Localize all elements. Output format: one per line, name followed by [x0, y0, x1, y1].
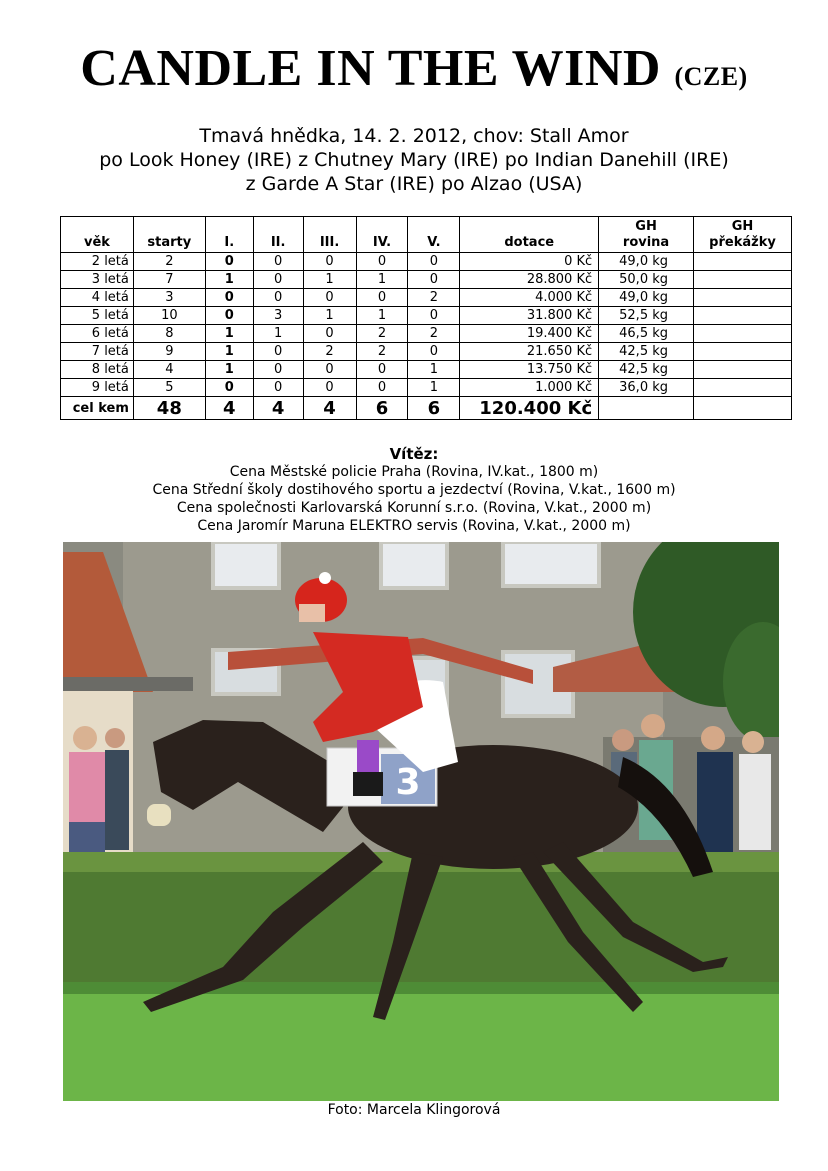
- cell-p3: 0: [303, 379, 356, 397]
- race-photo-illustration: [63, 542, 779, 1101]
- table-row: [61, 307, 792, 325]
- cell-p1: 0: [205, 289, 253, 307]
- building-window: [381, 542, 447, 588]
- cell-p3: 0: [303, 253, 356, 271]
- cell-p5: 2: [408, 325, 460, 343]
- cell-p4: 2: [356, 343, 408, 361]
- cell-starts: 2: [133, 253, 205, 271]
- table-row: [61, 271, 792, 289]
- cell-starts: 9: [133, 343, 205, 361]
- cell-p2: 0: [253, 271, 303, 289]
- cell-gh-flat: 42,5 kg: [599, 343, 694, 361]
- cell-gh-jump: [694, 397, 792, 420]
- cell-p5: 0: [408, 253, 460, 271]
- table-row: [61, 379, 792, 397]
- cell-prize: 4.000 Kč: [460, 289, 599, 307]
- cell-prize: 13.750 Kč: [460, 361, 599, 379]
- cell-gh-jump: [694, 379, 792, 397]
- cell-prize: 120.400 Kč: [460, 397, 599, 420]
- winner-race-3: Cena společnosti Karlovarská Korunní s.r.o. (Rovina, V.kat., 2000 m): [176, 500, 652, 516]
- winner-race-2: Cena Střední školy dostihového sportu a jezdectví (Rovina, V.kat., 1600 m): [152, 482, 676, 498]
- cell-age: 9 letá: [61, 379, 134, 397]
- cell-p2: 4: [253, 397, 303, 420]
- table-row: [61, 289, 792, 307]
- horse-country: (CZE): [674, 62, 748, 91]
- pedigree-line-3: z Garde A Star (IRE) po Alzao (USA): [245, 173, 583, 195]
- gh-flat-bottom: rovina: [622, 235, 670, 250]
- cell-age: 8 letá: [61, 361, 134, 379]
- cell-p4: 1: [356, 307, 408, 325]
- cell-p2: 1: [253, 325, 303, 343]
- cell-gh-jump: [694, 271, 792, 289]
- cell-p4: 0: [356, 379, 408, 397]
- pedigree-block: [0, 124, 828, 196]
- cell-prize: 19.400 Kč: [460, 325, 599, 343]
- cell-gh-jump: [694, 253, 792, 271]
- cell-p3: 0: [303, 361, 356, 379]
- gh-jump-bottom: překážky: [709, 235, 776, 250]
- cell-p1: 1: [205, 271, 253, 289]
- cell-starts: 3: [133, 289, 205, 307]
- cell-gh-jump: [694, 307, 792, 325]
- cell-p1: 1: [205, 361, 253, 379]
- cell-gh-flat: 50,0 kg: [599, 271, 694, 289]
- cell-p3: 1: [303, 307, 356, 325]
- cell-p5: 0: [408, 271, 460, 289]
- cell-age: 2 letá: [61, 253, 134, 271]
- col-header-age: věk: [61, 217, 134, 253]
- race-photo: [63, 542, 779, 1101]
- winner-race-1: Cena Městské policie Praha (Rovina, IV.kat., 1800 m): [229, 464, 599, 480]
- cell-p2: 3: [253, 307, 303, 325]
- cell-p4: 0: [356, 253, 408, 271]
- cell-gh-jump: [694, 361, 792, 379]
- cell-starts: 5: [133, 379, 205, 397]
- col-header-fourth: IV.: [356, 217, 408, 253]
- cell-p4: 6: [356, 397, 408, 420]
- horse-name-heading: [0, 38, 828, 108]
- winner-block: [0, 445, 828, 535]
- table-row: [61, 361, 792, 379]
- house-eave: [63, 677, 193, 691]
- cell-gh-flat: 36,0 kg: [599, 379, 694, 397]
- col-header-gh-jump: [694, 217, 792, 253]
- cell-prize: 1.000 Kč: [460, 379, 599, 397]
- cell-p3: 0: [303, 325, 356, 343]
- gh-flat-top: GH: [635, 219, 657, 234]
- cell-starts: 7: [133, 271, 205, 289]
- saddle-number: 3: [395, 762, 421, 803]
- col-header-prize: dotace: [460, 217, 599, 253]
- col-header-third: III.: [303, 217, 356, 253]
- cell-starts: 4: [133, 361, 205, 379]
- cell-p2: 0: [253, 253, 303, 271]
- cell-age: 4 letá: [61, 289, 134, 307]
- table-header-row: [61, 217, 792, 253]
- building-window: [503, 542, 599, 586]
- cell-p4: 2: [356, 325, 408, 343]
- cell-p2: 0: [253, 379, 303, 397]
- cell-p4: 0: [356, 289, 408, 307]
- cell-p5: 0: [408, 343, 460, 361]
- cell-p4: 0: [356, 361, 408, 379]
- cell-p5: 1: [408, 379, 460, 397]
- cell-p2: 0: [253, 289, 303, 307]
- winner-label: Vítěz:: [389, 445, 439, 463]
- cell-p5: 6: [408, 397, 460, 420]
- col-header-gh-flat: [599, 217, 694, 253]
- cell-p5: 1: [408, 361, 460, 379]
- cell-prize: 0 Kč: [460, 253, 599, 271]
- cell-age: 7 letá: [61, 343, 134, 361]
- col-header-first: I.: [205, 217, 253, 253]
- cell-p2: 0: [253, 361, 303, 379]
- table-row: [61, 253, 792, 271]
- cell-prize: 31.800 Kč: [460, 307, 599, 325]
- cell-p1: 0: [205, 379, 253, 397]
- cell-p1: 0: [205, 307, 253, 325]
- race-record-table: [60, 216, 792, 420]
- cell-gh-flat: 52,5 kg: [599, 307, 694, 325]
- photo-credit: Foto: Marcela Klingorová: [327, 1102, 501, 1118]
- cell-p3: 1: [303, 271, 356, 289]
- cell-p1: 1: [205, 325, 253, 343]
- pedigree-line-1: Tmavá hnědka, 14. 2. 2012, chov: Stall Amor: [199, 125, 629, 147]
- cell-starts: 8: [133, 325, 205, 343]
- cell-p1: 0: [205, 253, 253, 271]
- cell-p5: 0: [408, 307, 460, 325]
- cell-age: 6 letá: [61, 325, 134, 343]
- cell-gh-flat: 46,5 kg: [599, 325, 694, 343]
- table-row: [61, 325, 792, 343]
- col-header-second: II.: [253, 217, 303, 253]
- cell-gh-flat: 49,0 kg: [599, 253, 694, 271]
- gh-jump-top: GH: [731, 219, 754, 234]
- cell-gh-jump: [694, 289, 792, 307]
- col-header-fifth: V.: [408, 217, 460, 253]
- cell-gh-jump: [694, 325, 792, 343]
- cell-age: 3 letá: [61, 271, 134, 289]
- cell-gh-flat: 42,5 kg: [599, 361, 694, 379]
- building-window: [213, 542, 279, 588]
- cell-p4: 1: [356, 271, 408, 289]
- pedigree-line-2: po Look Honey (IRE) z Chutney Mary (IRE) po Indian Danehill (IRE): [99, 149, 729, 171]
- cell-p3: 2: [303, 343, 356, 361]
- cell-age: 5 letá: [61, 307, 134, 325]
- table-body: [61, 253, 792, 420]
- cell-p1: 4: [205, 397, 253, 420]
- cell-p3: 0: [303, 289, 356, 307]
- cell-prize: 21.650 Kč: [460, 343, 599, 361]
- cell-age: cel kem: [61, 397, 134, 420]
- cell-p5: 2: [408, 289, 460, 307]
- cell-gh-jump: [694, 343, 792, 361]
- cell-p2: 0: [253, 343, 303, 361]
- table-row: [61, 343, 792, 361]
- horse-name: CANDLE IN THE WIND: [80, 40, 661, 97]
- cell-p3: 4: [303, 397, 356, 420]
- winner-race-4: Cena Jaromír Maruna ELEKTRO servis (Rovina, V.kat., 2000 m): [197, 518, 631, 534]
- col-header-starts: starty: [133, 217, 205, 253]
- cell-starts: 10: [133, 307, 205, 325]
- cell-gh-flat: 49,0 kg: [599, 289, 694, 307]
- cell-starts: 48: [133, 397, 205, 420]
- table-total-row: [61, 397, 792, 420]
- cell-prize: 28.800 Kč: [460, 271, 599, 289]
- cell-p1: 1: [205, 343, 253, 361]
- cell-gh-flat: [599, 397, 694, 420]
